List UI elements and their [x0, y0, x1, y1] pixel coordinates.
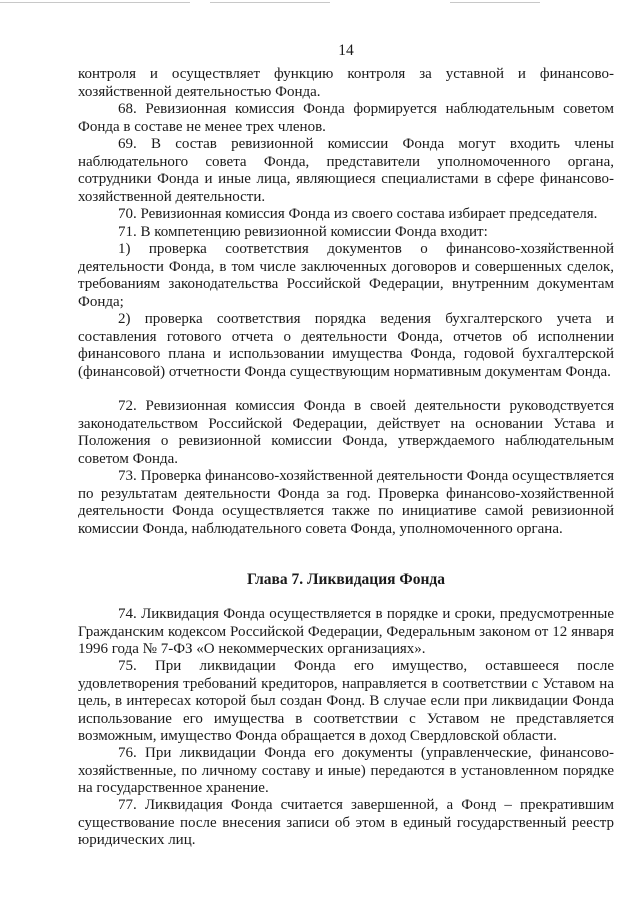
- paragraph-77: 77. Ликвидация Фонда считается завершенной, а Фонд – прекратившим существование после внесения записи об этом в единый государственный реестр юридических лиц.: [78, 797, 614, 849]
- page-number: 14: [338, 42, 354, 59]
- paragraph-74: 74. Ликвидация Фонда осуществляется в порядке и сроки, предусмотренные Гражданским кодексом Российской Федерации, Федеральным законом от 12 января 1996 года № 7-ФЗ «О некоммерческих организациях».: [78, 606, 614, 658]
- paragraph-73: 73. Проверка финансово-хозяйственной деятельности Фонда осуществляется по результатам деятельности Фонда за год. Проверка финансово-хозяйственной деятельности Фонда осуществляется также по инициативе самой ревизионной комиссии Фонда, наблюдательного совета Фонда, уполномоченного органа.: [78, 468, 614, 537]
- scan-edge-line: [0, 2, 190, 3]
- paragraph-76: 76. При ликвидации Фонда его документы (управленческие, финансово-хозяйственные, по личному составу и иные) передаются в установленном порядке на государственное хранение.: [78, 745, 614, 797]
- paragraph-72: 72. Ревизионная комиссия Фонда в своей деятельности руководствуется законодательством Российской Федерации, действует на основании Устава и Положения о ревизионной комиссии Фонда, утверждаемого наблюдательным советом Фонда.: [78, 398, 614, 467]
- paragraph-67-continuation: контроля и осуществляет функцию контроля за уставной и финансово-хозяйственной деятельностью Фонда.: [78, 66, 614, 100]
- paragraph-71: 71. В компетенцию ревизионной комиссии Фонда входит:: [118, 224, 488, 240]
- paragraph-69: 69. В состав ревизионной комиссии Фонда могут входить члены наблюдательного совета Фонда, представители уполномоченного органа, сотрудники Фонда и иные лица, являющиеся специалистами в сфере финансово-хозяйственной деятельности.: [78, 136, 614, 205]
- paragraph-75: 75. При ликвидации Фонда его имущество, оставшееся после удовлетворения требований кредиторов, направляется в соответствии с Уставом на цель, в интересах которой был создан Фонд. В случае если при ликвидации Фонда использование его имущества в соответствии с Уставом не представляется возможным, имущество Фонда обращается в доход Свердловской области.: [78, 658, 614, 745]
- scan-edge-line: [450, 2, 540, 3]
- paragraph-68: 68. Ревизионная комиссия Фонда формируется наблюдательным советом Фонда в составе не менее трех членов.: [78, 101, 614, 135]
- paragraph-71-item-2: 2) проверка соответствия порядка ведения бухгалтерского учета и составления готового отчета о деятельности Фонда, отчетов об исполнении финансового плана и использовании имущества Фонда, годовой бухгалтерской (финансовой) отчетности Фонда существующим нормативным документам Фонда.: [78, 311, 614, 380]
- chapter-title: Глава 7. Ликвидация Фонда: [246, 571, 446, 588]
- scan-edge-line: [210, 2, 330, 3]
- paragraph-70: 70. Ревизионная комиссия Фонда из своего состава избирает председателя.: [118, 206, 598, 222]
- paragraph-71-item-1: 1) проверка соответствия документов о финансово-хозяйственной деятельности Фонда, в том числе заключенных договоров и совершенных сделок, требованиям законодательства Российской Федерации, внутренним документам Фонда;: [78, 241, 614, 310]
